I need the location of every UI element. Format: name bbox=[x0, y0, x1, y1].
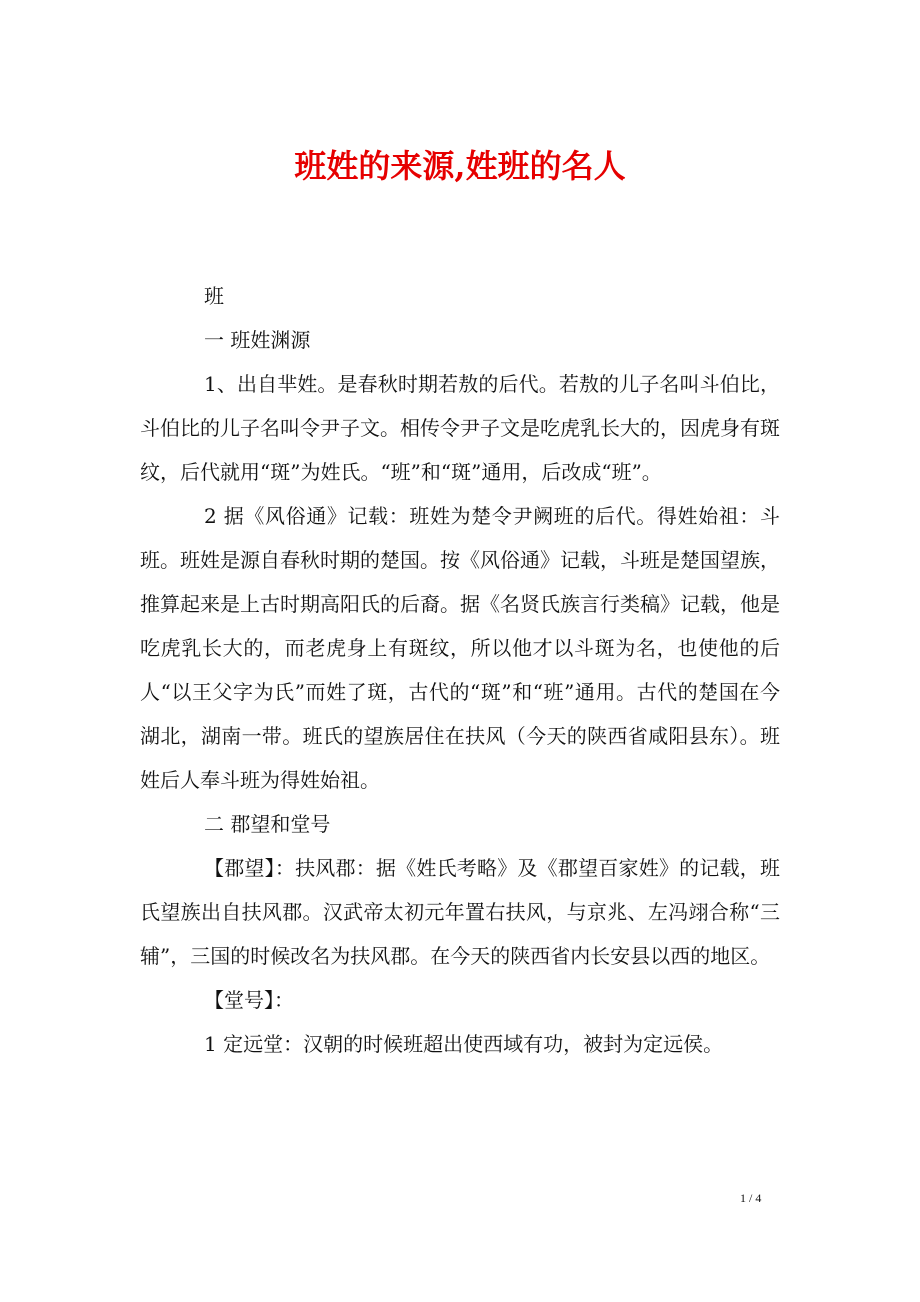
paragraph-origin-2: 2 据《风俗通》记载：班姓为楚令尹阙班的后代。得姓始祖：斗班。班姓是源自春秋时期的楚国。按《风俗通》记载，斗班是楚国望族，推算起来是上古时期高阳氏的后裔。据《名贤氏族言行类稿》记载，他是吃虎乳长大的，而老虎身上有斑纹，所以他才以斗斑为名，也使他的后人“以王父字为氏”而姓了斑，古代的“斑”和“班”通用。古代的楚国在今湖北，湖南一带。班氏的望族居住在扶风（今天的陕西省咸阳县东）。班姓后人奉斗班为得姓始祖。 bbox=[140, 504, 780, 792]
paragraph-hall-name-1: 1 定远堂：汉朝的时候班超出使西域有功，被封为定远侯。 bbox=[204, 1032, 724, 1056]
section-heading-origin: 一 班姓渊源 bbox=[204, 328, 311, 352]
page-number: 1 / 4 bbox=[740, 1191, 762, 1205]
document-body bbox=[140, 274, 780, 1066]
paragraph-origin-1: 1、出自芈姓。是春秋时期若敖的后代。若敖的儿子名叫斗伯比，斗伯比的儿子名叫令尹子文。相传令尹子文是吃虎乳长大的，因虎身有斑纹，后代就用“斑”为姓氏。“班”和“斑”通用，后改成“班”。 bbox=[140, 372, 780, 484]
section-heading-commandery: 二 郡望和堂号 bbox=[204, 812, 331, 836]
paragraph-commandery: 【郡望】：扶风郡：据《姓氏考略》及《郡望百家姓》的记载，班氏望族出自扶风郡。汉武帝太初元年置右扶风，与京兆、左冯翊合称“三辅”，三国的时候改名为扶风郡。在今天的陕西省内长安县以西的地区。 bbox=[140, 856, 780, 968]
document-title: 班姓的来源,姓班的名人 bbox=[294, 147, 626, 185]
paragraph-surname: 班 bbox=[204, 284, 224, 308]
paragraph-hall-name-heading: 【堂号】： bbox=[204, 988, 294, 1012]
